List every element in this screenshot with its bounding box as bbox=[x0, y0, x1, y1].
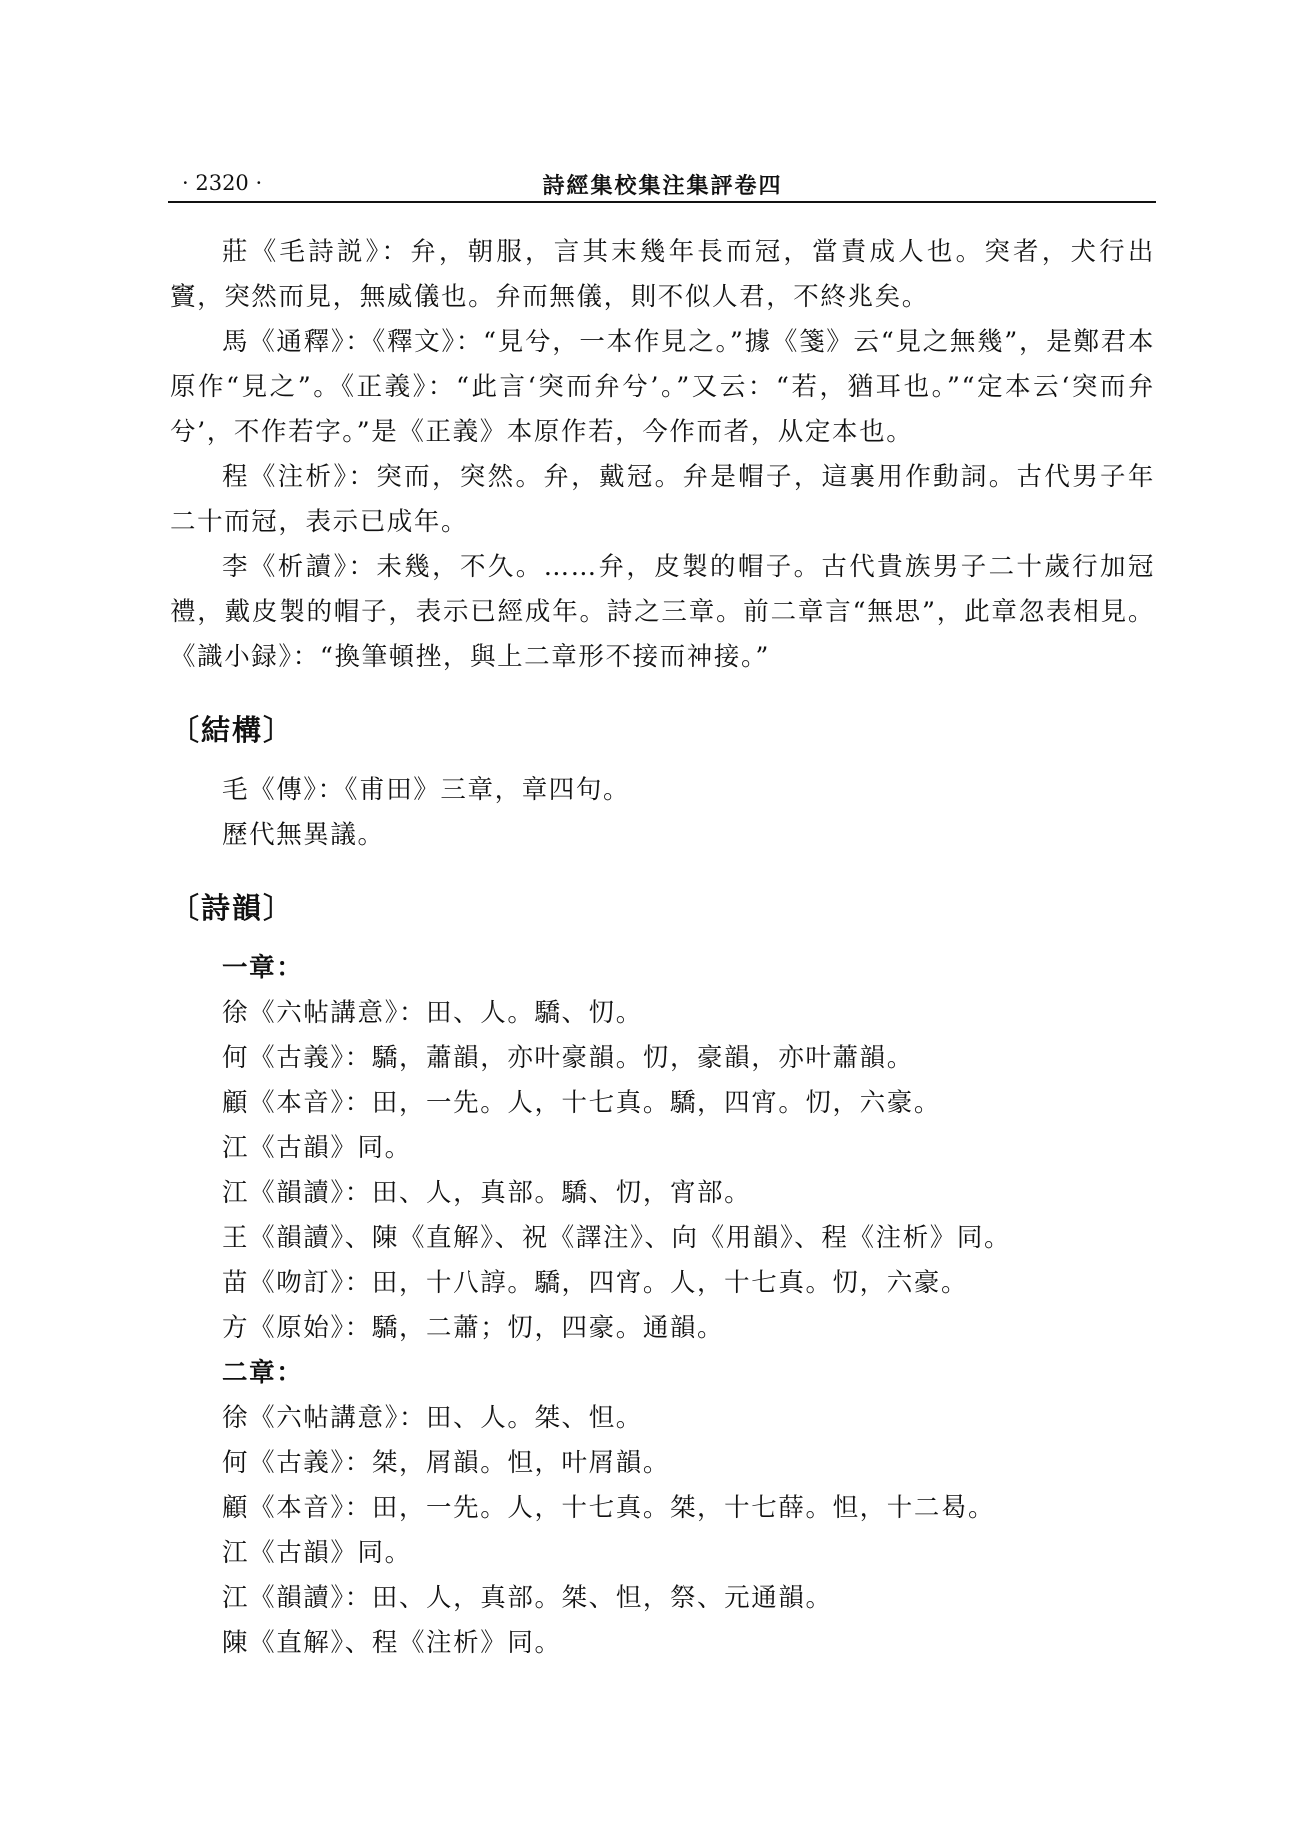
rhyme-line: 何《古義》：驕，蕭韻，亦叶豪韻。忉，豪韻，亦叶蕭韻。 bbox=[222, 1043, 914, 1073]
rhyme-line: 何《古義》：桀，屑韻。怛，叶屑韻。 bbox=[222, 1448, 670, 1478]
page-body bbox=[170, 230, 1155, 1666]
section-heading-structure: 〔結構〕 bbox=[170, 713, 295, 747]
rhyme-line: 顧《本音》：田，一先。人，十七真。桀，十七薛。怛，十二曷。 bbox=[222, 1493, 996, 1523]
rhyme-line: 陳《直解》、程《注析》同。 bbox=[222, 1628, 562, 1658]
rhyme-line: 江《古韻》同。 bbox=[222, 1133, 412, 1163]
rhyme-line: 江《韻讀》：田、人，真部。驕、忉，宵部。 bbox=[222, 1178, 752, 1208]
page-number: · 2320 · bbox=[182, 171, 263, 195]
structure-line: 歷代無異議。 bbox=[222, 820, 385, 850]
rhyme-line: 徐《六帖講意》：田、人。桀、怛。 bbox=[222, 1403, 643, 1433]
rhyme-line: 方《原始》：驕，二蕭；忉，四豪。通韻。 bbox=[222, 1313, 725, 1343]
rhyme-line: 顧《本音》：田，一先。人，十七真。驕，四宵。忉，六豪。 bbox=[222, 1088, 941, 1118]
commentary-cheng: 程《注析》：突而，突然。弁，戴冠。弁是帽子，這裏用作動詞。古代男子年二十而冠，表示已成年。 bbox=[170, 462, 1155, 537]
chapter-1-label: 一章： bbox=[222, 953, 304, 983]
chapter-2-label: 二章： bbox=[222, 1358, 304, 1388]
commentary-li: 李《析讀》：未幾，不久。……弁，皮製的帽子。古代貴族男子二十歲行加冠禮，戴皮製的帽子，表示已經成年。詩之三章。前二章言“無思”，此章忽表相見。《識小録》：“換筆頓挫，與上二章形不接而神接。” bbox=[170, 552, 1155, 672]
structure-line: 毛《傳》：《甫田》三章，章四句。 bbox=[222, 775, 631, 805]
commentary-ma: 馬《通釋》：《釋文》：“見兮，一本作見之。”據《箋》云“見之無幾”，是鄭君本原作“見之”。《正義》：“此言‘突而弁兮’。”又云：“若，猶耳也。”“定本云‘突而弁兮’，不作若字。”是《正義》本原作若，今作而者，从定本也。 bbox=[170, 327, 1155, 447]
section-heading-rhyme: 〔詩韻〕 bbox=[170, 891, 295, 925]
running-title: 詩經集校集注集評卷四 bbox=[542, 173, 783, 199]
rhyme-line: 徐《六帖講意》：田、人。驕、忉。 bbox=[222, 998, 643, 1028]
page-header bbox=[170, 165, 1155, 205]
commentary-zhuang: 莊《毛詩説》：弁，朝服，言其末幾年長而冠，當責成人也。突者，犬行出竇，突然而見，無威儀也。弁而無儀，則不似人君，不終兆矣。 bbox=[170, 237, 1155, 312]
rhyme-line: 江《韻讀》：田、人，真部。桀、怛，祭、元通韻。 bbox=[222, 1583, 833, 1613]
rhyme-line: 江《古韻》同。 bbox=[222, 1538, 412, 1568]
header-rule bbox=[168, 201, 1156, 203]
rhyme-line: 苗《吻訂》：田，十八諄。驕，四宵。人，十七真。忉，六豪。 bbox=[222, 1268, 969, 1298]
rhyme-line: 王《韻讀》、陳《直解》、祝《譯注》、向《用韻》、程《注析》同。 bbox=[222, 1223, 1012, 1253]
